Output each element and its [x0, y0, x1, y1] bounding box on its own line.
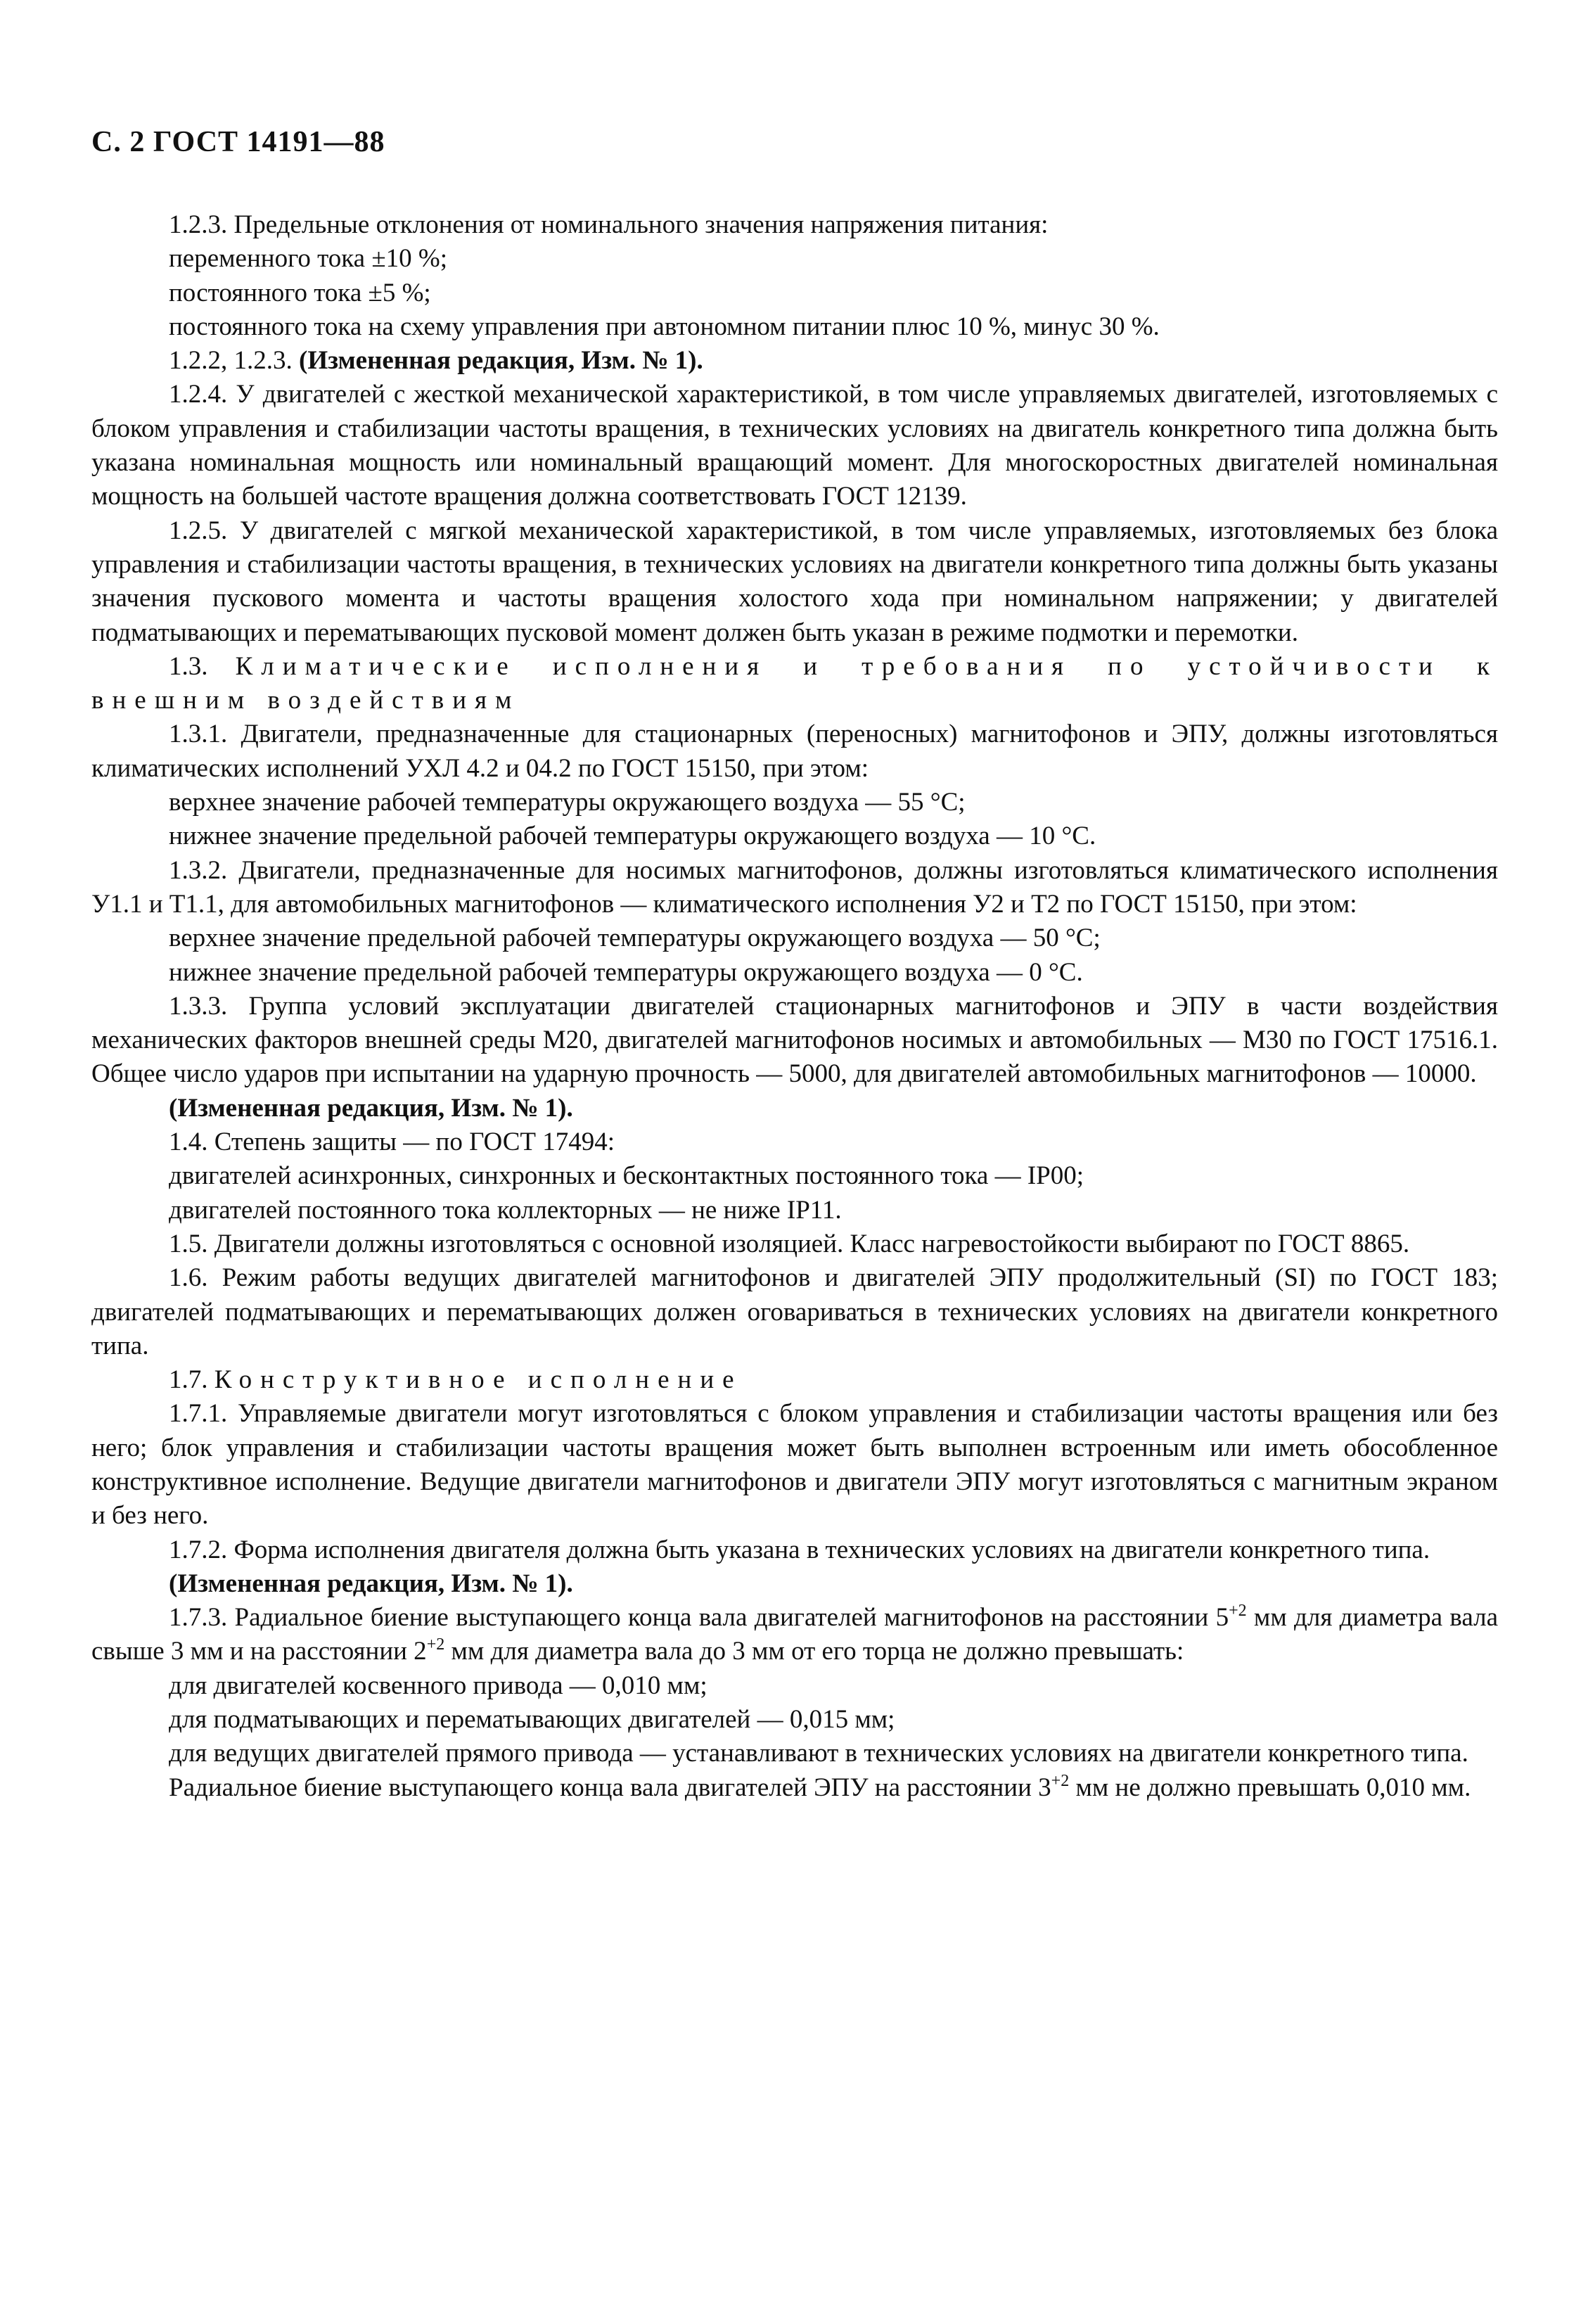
section-title: Климатические исполнения и требования по устойчивости к внешним воздействиям [91, 651, 1498, 715]
paragraph-1-7-3 [91, 1601, 1498, 1669]
list-item: для двигателей косвенного привода — 0,010 мм; [169, 1671, 707, 1700]
section-number: 1.7. [169, 1365, 214, 1395]
list-item: двигателей асинхронных, синхронных и бесконтактных постоянного тока — IP00; [169, 1161, 1084, 1191]
paragraph-runout-epu [91, 1771, 1498, 1805]
amendment-note: (Измененная редакция, Изм. № 1). [169, 1569, 573, 1598]
list-item: нижнее значение предельной рабочей температуры окружающего воздуха — 10 °С. [169, 822, 1096, 851]
document-body [91, 208, 1498, 1805]
paragraph-1-4: 1.4. Степень защиты — по ГОСТ 17494: [169, 1128, 615, 1157]
paragraph-1-7-2: 1.7.2. Форма исполнения двигателя должна быть указана в технических условиях на двигатели конкретного типа. [169, 1535, 1430, 1564]
tolerance-superscript: +2 [1051, 1771, 1070, 1790]
section-heading-1-3 [91, 650, 1498, 718]
list-item: постоянного тока на схему управления при автономном питании плюс 10 %, минус 30 %. [169, 312, 1160, 341]
list-item: верхнее значение предельной рабочей температуры окружающего воздуха — 50 °С; [169, 924, 1101, 953]
amendment-note [91, 344, 1498, 378]
paragraph-1-3-3: 1.3.3. Группа условий эксплуатации двигателей стационарных магнитофонов и ЭПУ в части воздействия механических факторов внешней среды М20, двигателей магнитофонов носимых и автомобильных — М30 по ГОСТ 17516.1. Общее число ударов при испытании на ударную прочность — 5000, для двигателей автомобильных магнитофонов — 10000. [91, 991, 1498, 1089]
text-run: 1.7.3. Радиальное биение выступающего конца вала двигателей магнитофонов на расстоянии 5 [169, 1603, 1229, 1633]
list-item: для ведущих двигателей прямого привода — устанавливают в технических условиях на двигатели конкретного типа. [169, 1739, 1468, 1768]
amendment-ref: 1.2.2, 1.2.3. [169, 346, 299, 376]
paragraph-1-3-2: 1.3.2. Двигатели, предназначенные для носимых магнитофонов, должны изготовляться климатического исполнения У1.1 и Т1.1, для автомобильных магнитофонов — климатического исполнения У2 и Т2 по ГОСТ 15150, при этом: [91, 855, 1498, 919]
paragraph-1-7-1: 1.7.1. Управляемые двигатели могут изготовляться с блоком управления и стабилизации частоты вращения или без него; блок управления и стабилизации частоты вращения может быть выполнен встроенным или иметь обособленное конструктивное исполнение. Ведущие двигатели магнитофонов и двигатели ЭПУ могут изготовляться с магнитным экраном и без него. [91, 1399, 1498, 1531]
text-run: мм не должно превышать 0,010 мм. [1069, 1773, 1471, 1802]
page-header: С. 2 ГОСТ 14191—88 [91, 126, 385, 158]
paragraph-1-3-1: 1.3.1. Двигатели, предназначенные для стационарных (переносных) магнитофонов и ЭПУ, должны изготовляться климатических исполнений УХЛ 4.2 и 04.2 по ГОСТ 15150, при этом: [91, 720, 1498, 783]
tolerance-superscript: +2 [426, 1635, 445, 1654]
paragraph-1-2-4: 1.2.4. У двигателей с жесткой механической характеристикой, в том числе управляемых двигателей, изготовляемых с блоком управления и стабилизации частоты вращения, в технических условиях на двигатель конкретного типа должна быть указана номинальная мощность или номинальный вращающий момент. Для многоскоростных двигателей номинальная мощность на большей частоте вращения должна соответствовать ГОСТ 12139. [91, 380, 1498, 511]
paragraph-1-2-5: 1.2.5. У двигателей с мягкой механической характеристикой, в том числе управляемых, изготовляемых без блока управления и стабилизации частоты вращения, в технических условиях на двигатели конкретного типа должны быть указаны значения пускового момента и частоты вращения холостого хода при номинальном напряжении; у двигателей подматывающих и перематывающих пусковой момент должен быть указан в режиме подмотки и перемотки. [91, 516, 1498, 647]
list-item: нижнее значение предельной рабочей температуры окружающего воздуха — 0 °С. [169, 957, 1083, 987]
section-title: Конструктивное исполнение [214, 1365, 743, 1395]
amendment-note: (Измененная редакция, Изм. № 1). [169, 1093, 573, 1123]
list-item: верхнее значение рабочей температуры окружающего воздуха — 55 °С; [169, 788, 966, 817]
list-item: постоянного тока ±5 %; [169, 278, 431, 307]
paragraph-1-5: 1.5. Двигатели должны изготовляться с основной изоляцией. Класс нагревостойкости выбирают по ГОСТ 8865. [169, 1229, 1410, 1258]
text-run: мм для диаметра вала до 3 мм от его торца не должно превышать: [444, 1637, 1184, 1666]
paragraph-1-6: 1.6. Режим работы ведущих двигателей магнитофонов и двигателей ЭПУ продолжительный (SI) по ГОСТ 183; двигателей подматывающих и перематывающих должен оговариваться в технических условиях на двигатели конкретного типа. [91, 1263, 1498, 1360]
text-run: Радиальное биение выступающего конца вала двигателей ЭПУ на расстоянии 3 [169, 1773, 1051, 1802]
section-heading-1-7 [91, 1363, 1498, 1397]
list-item: двигателей постоянного тока коллекторных — не ниже IP11. [169, 1195, 842, 1225]
section-number: 1.3. [169, 651, 236, 681]
paragraph-1-2-3: 1.2.3. Предельные отклонения от номинального значения напряжения питания: [169, 210, 1049, 239]
text-run: мм для диаметра вала свыше 3 мм и на расстоянии 2 [91, 1603, 1498, 1666]
list-item: для подматывающих и перематывающих двигателей — 0,015 мм; [169, 1705, 895, 1735]
list-item: переменного тока ±10 %; [169, 244, 448, 274]
tolerance-superscript: +2 [1229, 1602, 1247, 1621]
amendment-label: (Измененная редакция, Изм. № 1). [299, 346, 703, 376]
